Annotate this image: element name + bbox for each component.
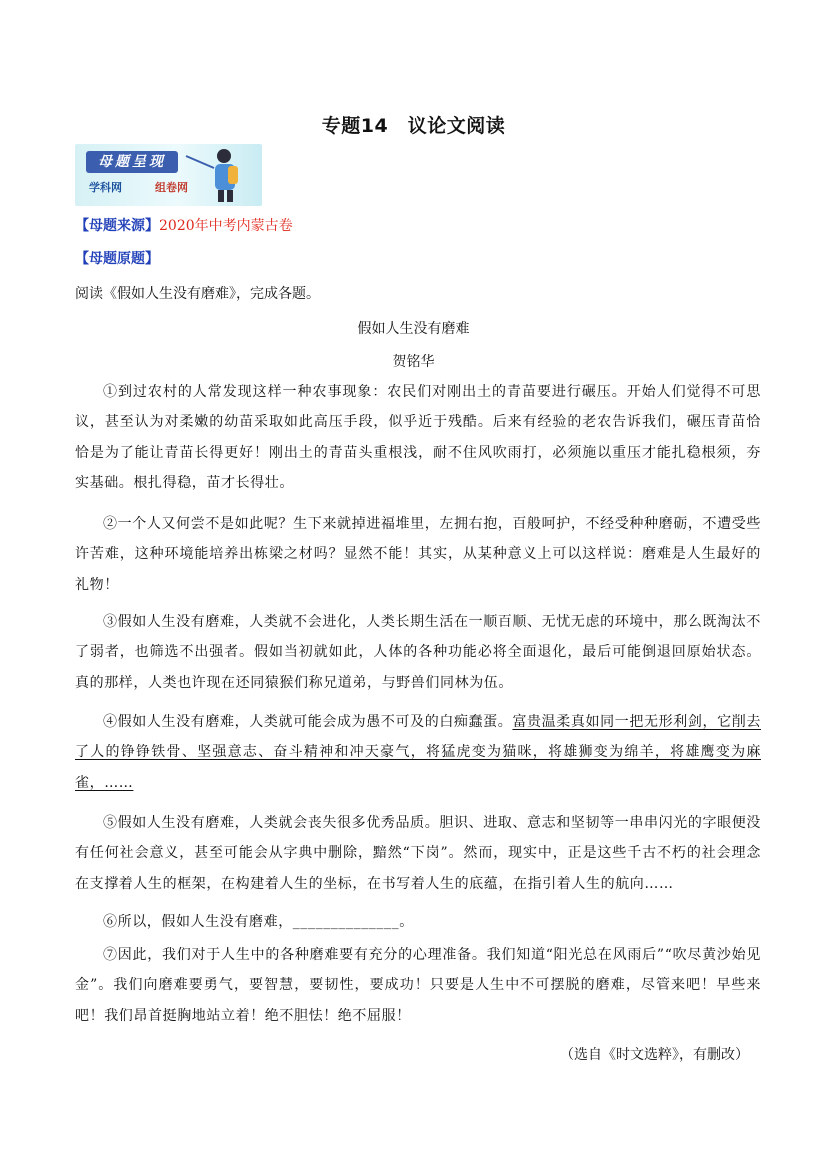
source-key: 【母题来源】 — [75, 218, 159, 234]
article-author: 贺铭华 — [392, 354, 435, 370]
source-value: 2020年中考内蒙古卷 — [159, 218, 293, 234]
banner-image — [75, 144, 262, 206]
original-key: 【母题原题】 — [75, 251, 159, 267]
paragraph-3: ③假如人生没有磨难，人类就不会进化，人类长期生活在一顺百顺、无忧无虑的环境中，那么既淘汰不了弱者，也筛选不出强者。假如当初就如此，人体的各种功能必将全面退化，最后可能倒退回原始状态。真的那样，人类也许现在还同猿猴们称兄道弟，与野兽们同林为伍。 — [75, 614, 761, 691]
source-line — [75, 217, 293, 235]
teacher-figure-icon — [184, 146, 244, 204]
paragraph-7: ⑦因此，我们对于人生中的各种磨难要有充分的心理准备。我们知道“阳光总在风雨后”“吹尽黄沙始见金”。我们向磨难要勇气，要智慧，要韧性，要成功！只要是人生中不可摆脱的磨难，尽管来吧！早些来吧！我们昂首挺胸地站立着！绝不胆怯！绝不屈服！ — [75, 947, 761, 1024]
paragraph-4 — [75, 707, 761, 798]
paragraph-6: ⑥所以，假如人生没有磨难，______________。 — [103, 914, 414, 930]
banner-tag: 母题呈现 — [86, 151, 178, 173]
article-title: 假如人生没有磨难 — [357, 321, 470, 337]
original-line — [75, 250, 159, 268]
logo-xuekewang: 学科网 — [89, 181, 122, 194]
paragraph-5: ⑤假如人生没有磨难，人类就会丧失很多优秀品质。胆识、进取、意志和坚韧等一串串闪光的字眼便没有任何社会意义，甚至可能会从字典中删除，黯然“下岗”。然而，现实中，正是这些千古不朽的社会理念在支撑着人生的框架，在构建着人生的坐标，在书写着人生的底蕴，在指引着人生的航向…… — [75, 815, 761, 892]
page-title: 专题14 议论文阅读 — [321, 115, 506, 137]
paragraph-4-underlined: 富贵温柔真如同一把无形利剑，它削去了人的铮铮铁骨、坚强意志、奋斗精神和冲天豪气，将猛虎变为猫咪，将雄狮变为绵羊，将雄鹰变为麻雀，…… — [75, 714, 761, 791]
intro-text: 阅读《假如人生没有磨难》，完成各题。 — [75, 286, 320, 302]
paragraph-4-plain: ④假如人生没有磨难，人类就可能会成为愚不可及的白痴蠢蛋。 — [103, 714, 513, 730]
article-source: （选自《时文选粹》，有删改） — [560, 1047, 749, 1063]
paragraph-2: ②一个人又何尝不是如此呢？生下来就掉进福堆里，左拥右抱，百般呵护，不经受种种磨砺，不遭受些许苦难，这种环境能培养出栋梁之材吗？显然不能！其实，从某种意义上可以这样说：磨难是人生最好的礼物！ — [75, 516, 761, 593]
logo-zujuanwang: 组卷网 — [155, 181, 188, 194]
paragraph-1: ①到过农村的人常发现这样一种农事现象：农民们对刚出土的青苗要进行碾压。开始人们觉得不可思议，甚至认为对柔嫩的幼苗采取如此高压手段，似乎近于残酷。后来有经验的老农告诉我们，碾压青苗恰恰是为了能让青苗长得更好！刚出土的青苗头重根浅，耐不住风吹雨打，必须施以重压才能扎稳根须，夯实基础。根扎得稳，苗才长得壮。 — [75, 384, 761, 492]
